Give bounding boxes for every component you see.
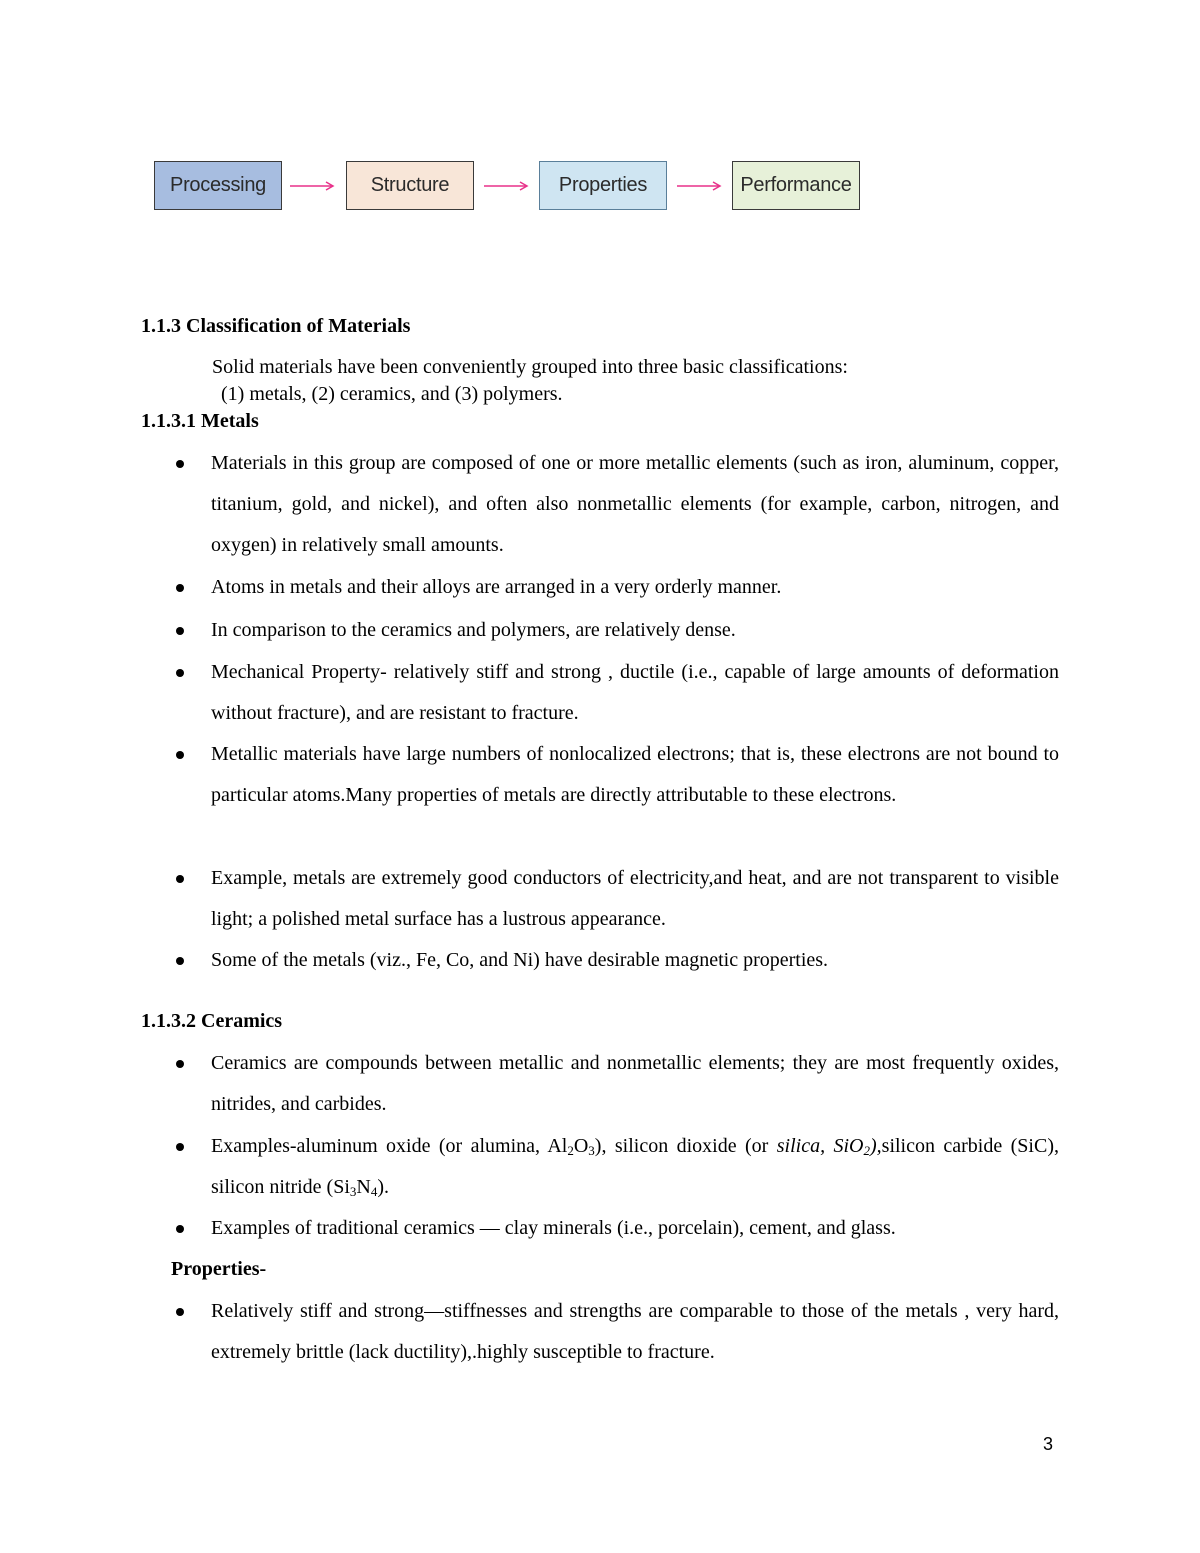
metals-bullet-2: Atoms in metals and their alloys are arranged in a very orderly manner. [211, 576, 782, 598]
metals-bullet-7: Some of the metals (viz., Fe, Co, and Ni) have desirable magnetic properties. [211, 949, 829, 971]
bullet-icon [176, 460, 184, 468]
process-flow-diagram [0, 0, 1200, 260]
bullet-icon [176, 957, 184, 965]
page-number: 3 [1043, 1434, 1054, 1454]
bullet-icon [176, 751, 184, 759]
bullet-icon [176, 1308, 184, 1316]
ceramics-bullet-3: Examples of traditional ceramics — clay minerals (i.e., porcelain), cement, and glass. [211, 1217, 896, 1239]
bullet-icon [176, 584, 184, 592]
metals-bullet-5: Metallic materials have large numbers of nonlocalized electrons; that is, these electrons are not bound to particular atoms.Many properties of metals are directly attributable to these electrons. [211, 743, 1059, 806]
bullet-icon [176, 1225, 184, 1233]
flow-box-structure: Structure [346, 161, 474, 210]
bullet-icon [176, 627, 184, 635]
ceramics-bullet-1: Ceramics are compounds between metallic and nonmetallic elements; they are most frequently oxides, nitrides, and carbides. [211, 1052, 1059, 1115]
flow-box-processing: Processing [154, 161, 282, 210]
bullet-icon [176, 669, 184, 677]
intro-line-1: Solid materials have been conveniently grouped into three basic classifications: [212, 356, 848, 378]
intro-line-2: (1) metals, (2) ceramics, and (3) polymers. [221, 383, 563, 405]
arrow-right-icon [484, 179, 530, 193]
bullet-icon [176, 1143, 184, 1151]
properties-bullet-1: Relatively stiff and strong—stiffnesses and strengths are comparable to those of the metals , very hard, extremely brittle (lack ductility),.highly susceptible to fracture. [211, 1300, 1059, 1363]
metals-bullet-4: Mechanical Property- relatively stiff and strong , ductile (i.e., capable of large amounts of deformation without fracture), and are resistant to fracture. [211, 661, 1059, 724]
ceramics-bullet-2: Examples-aluminum oxide (or alumina, $Al_2O_3$), silicon dioxide (or silica, SiO$_2$),silicon carbide (SiC), silicon nitride $(Si_3N_4)$. [211, 1135, 1059, 1199]
arrow-right-icon [677, 179, 723, 193]
flow-box-performance: Performance [732, 161, 860, 210]
ceramics-heading: 1.1.3.2 Ceramics [141, 1010, 283, 1032]
metals-bullet-1: Materials in this group are composed of one or more metallic elements (such as iron, aluminum, copper, titanium, gold, and nickel), and often also nonmetallic elements (for example, carbon, nitrogen, and oxygen) in relatively small amounts. [211, 452, 1059, 556]
metals-bullet-6: Example, metals are extremely good conductors of electricity,and heat, and are not transparent to visible light; a polished metal surface has a lustrous appearance. [211, 867, 1059, 930]
arrow-right-icon [290, 179, 336, 193]
flow-box-properties: Properties [539, 161, 667, 210]
bullet-icon [176, 1060, 184, 1068]
properties-heading: Properties- [171, 1258, 267, 1280]
metals-bullet-3: In comparison to the ceramics and polymers, are relatively dense. [211, 619, 736, 641]
section-heading: 1.1.3 Classification of Materials [141, 315, 411, 337]
bullet-icon [176, 875, 184, 883]
metals-heading: 1.1.3.1 Metals [141, 410, 259, 432]
